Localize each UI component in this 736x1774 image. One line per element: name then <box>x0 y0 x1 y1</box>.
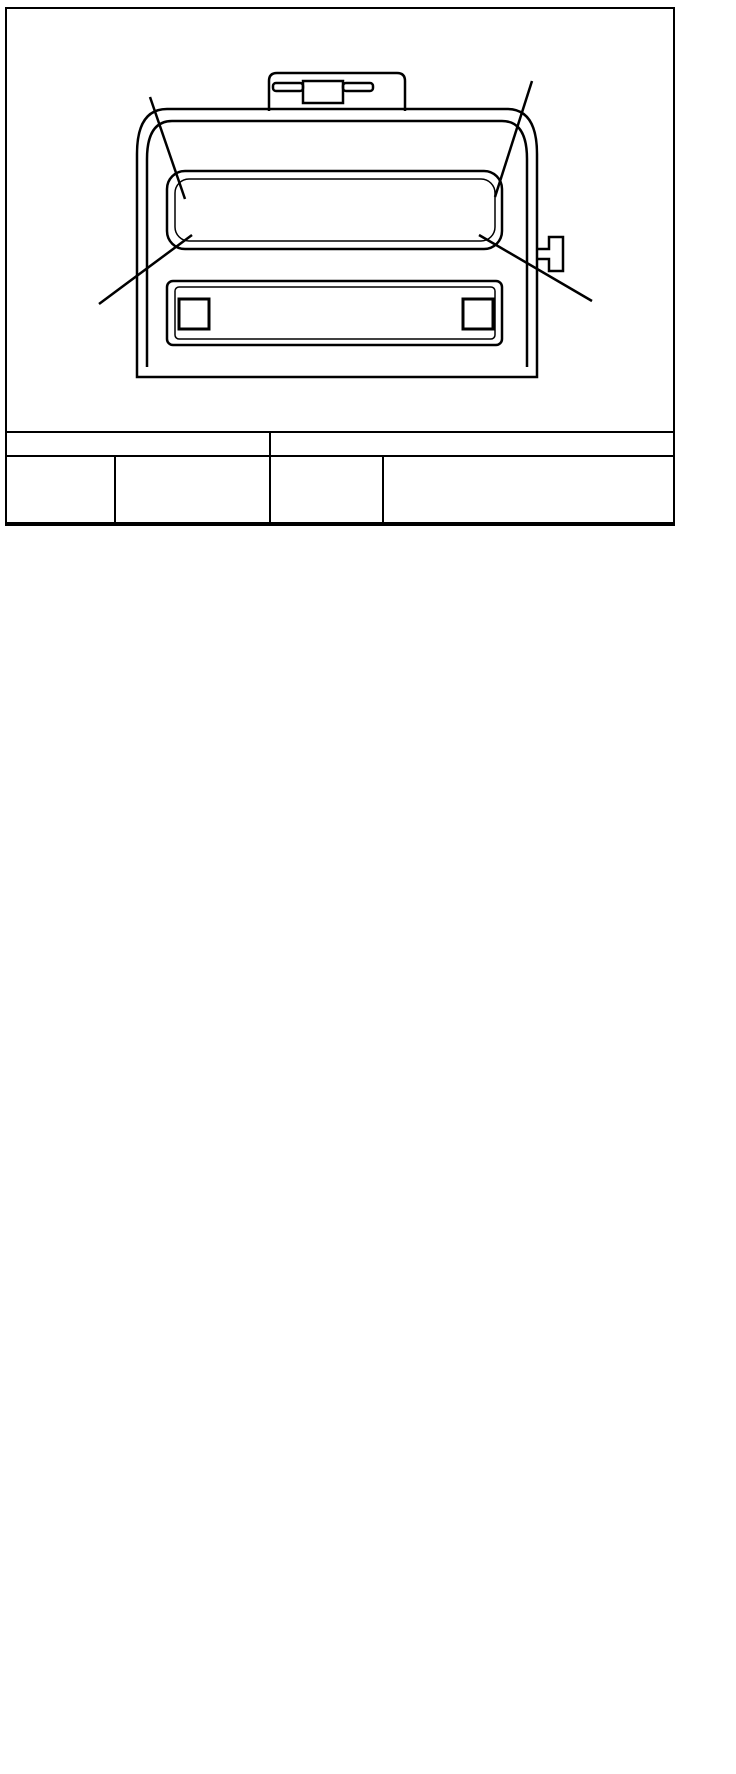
connector-info-list <box>271 433 673 455</box>
connector-info-values <box>270 433 673 456</box>
connector-info-table <box>7 433 673 457</box>
header-pin <box>7 457 115 523</box>
connector-sheet <box>5 7 675 526</box>
header-function <box>383 457 673 523</box>
pin-table <box>7 457 673 524</box>
connector-drawing <box>7 9 673 429</box>
header-wire-color <box>115 457 270 523</box>
header-circuit <box>270 457 383 523</box>
connector-info-label <box>7 433 270 456</box>
connector-diagram <box>7 9 673 433</box>
